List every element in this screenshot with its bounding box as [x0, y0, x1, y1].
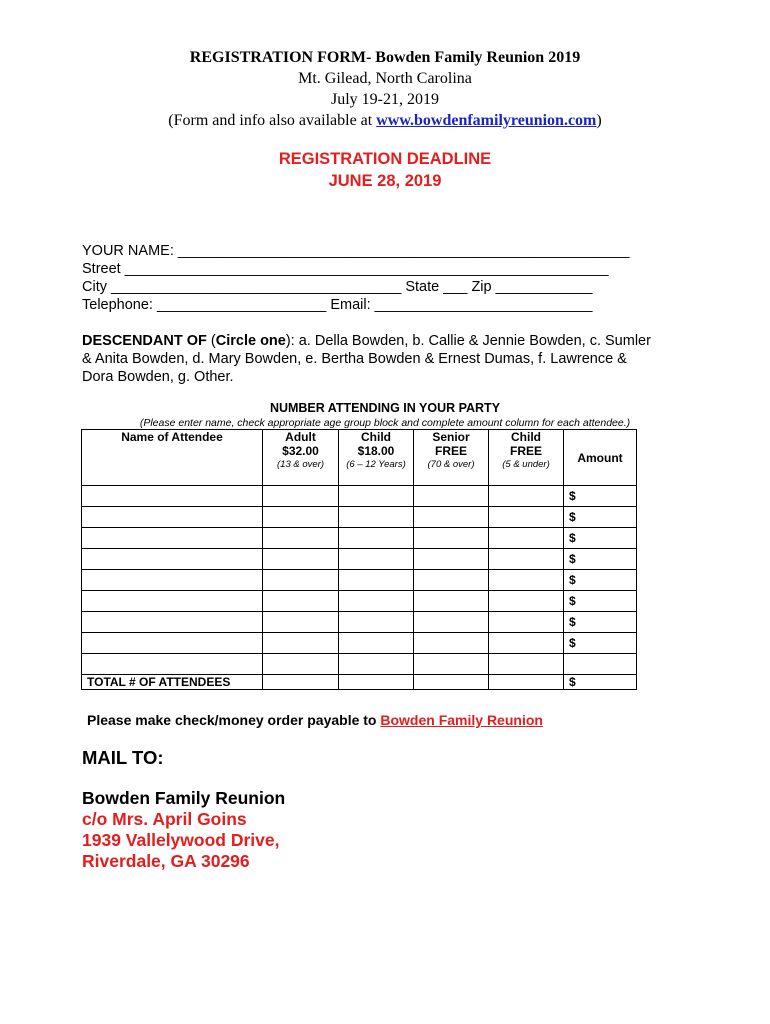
col-child-under-5-age: (5 & under): [502, 459, 550, 470]
child-under-5-check-cell[interactable]: [489, 591, 564, 612]
adult-check-cell[interactable]: [263, 507, 339, 528]
attendee-name-cell[interactable]: [82, 654, 263, 675]
amount-cell[interactable]: $: [564, 633, 637, 654]
total-child-cell[interactable]: [339, 675, 414, 690]
child-under-5-check-cell[interactable]: [489, 549, 564, 570]
table-row: [82, 486, 637, 507]
child-check-cell[interactable]: [339, 486, 414, 507]
col-senior-age: (70 & over): [427, 459, 475, 470]
street-field[interactable]: Street ____________________________________________________________: [82, 261, 609, 277]
child-check-cell[interactable]: [339, 549, 414, 570]
attendee-name-cell[interactable]: [82, 570, 263, 591]
col-child: [339, 430, 414, 486]
circle-one-label: Circle one: [215, 333, 286, 349]
amount-cell[interactable]: $: [564, 528, 637, 549]
attendee-name-cell[interactable]: [82, 612, 263, 633]
table-row: [82, 612, 637, 633]
website-link[interactable]: www.bowdenfamilyreunion.com: [376, 112, 597, 129]
attendee-name-cell[interactable]: [82, 507, 263, 528]
total-adult-cell[interactable]: [263, 675, 339, 690]
deadline-date: JUNE 28, 2019: [328, 172, 442, 190]
attendee-name-cell[interactable]: [82, 528, 263, 549]
col-adult-price: $32.00: [282, 444, 319, 458]
senior-check-cell[interactable]: [414, 633, 489, 654]
info-suffix: ): [596, 112, 602, 129]
col-child-under-5-price: FREE: [509, 444, 542, 458]
attendee-name-cell[interactable]: [82, 549, 263, 570]
total-child-under-5-cell[interactable]: [489, 675, 564, 690]
attendee-name-cell[interactable]: [82, 633, 263, 654]
deadline-label: REGISTRATION DEADLINE: [278, 150, 492, 168]
descendant-label: DESCENDANT OF: [82, 333, 207, 349]
amount-cell[interactable]: $: [564, 612, 637, 633]
attendee-table-header: [82, 430, 637, 486]
mailing-address: [82, 788, 285, 872]
contact-fields: [82, 242, 662, 314]
senior-check-cell[interactable]: [414, 612, 489, 633]
attendee-table: [81, 429, 637, 690]
col-child-label: Child: [361, 430, 391, 444]
address-care-of: c/o Mrs. April Goins: [82, 809, 247, 829]
adult-check-cell[interactable]: [263, 528, 339, 549]
senior-check-cell[interactable]: [414, 549, 489, 570]
event-location: Mt. Gilead, North Carolina: [298, 70, 472, 87]
party-instructions: (Please enter name, check appropriate age group block and complete amount column for each attendee.): [139, 417, 631, 429]
child-under-5-check-cell[interactable]: [489, 507, 564, 528]
adult-check-cell[interactable]: [263, 549, 339, 570]
telephone-email-field[interactable]: Telephone: _____________________ Email: ___________________________: [82, 297, 593, 313]
table-row: [82, 507, 637, 528]
col-senior: [414, 430, 489, 486]
senior-check-cell[interactable]: [414, 528, 489, 549]
amount-cell[interactable]: $: [564, 507, 637, 528]
table-row: [82, 654, 637, 675]
adult-check-cell[interactable]: [263, 633, 339, 654]
attendee-name-cell[interactable]: [82, 591, 263, 612]
form-title: REGISTRATION FORM- Bowden Family Reunion 2019: [189, 49, 581, 66]
child-under-5-check-cell[interactable]: [489, 612, 564, 633]
child-check-cell[interactable]: [339, 570, 414, 591]
adult-check-cell[interactable]: [263, 654, 339, 675]
adult-check-cell[interactable]: [263, 570, 339, 591]
address-city: Riverdale, GA 30296: [82, 851, 250, 871]
info-line: [0, 110, 770, 131]
payee-name: Bowden Family Reunion: [380, 712, 543, 728]
amount-cell[interactable]: $: [564, 591, 637, 612]
address-street: 1939 Vallelywood Drive,: [82, 830, 280, 850]
col-adult-label: Adult: [285, 430, 316, 444]
col-amount: Amount: [564, 430, 637, 486]
col-child-under-5: [489, 430, 564, 486]
adult-check-cell[interactable]: [263, 591, 339, 612]
adult-check-cell[interactable]: [263, 486, 339, 507]
descendant-of: [82, 332, 657, 386]
col-adult: [263, 430, 339, 486]
child-check-cell[interactable]: [339, 612, 414, 633]
table-row: [82, 549, 637, 570]
senior-check-cell[interactable]: [414, 591, 489, 612]
col-senior-label: Senior: [432, 430, 470, 444]
attendee-rows: [82, 486, 637, 675]
col-child-age: (6 – 12 Years): [346, 459, 406, 470]
mail-to-heading: MAIL TO:: [82, 747, 164, 768]
child-check-cell[interactable]: [339, 528, 414, 549]
info-prefix: (Form and info also available at: [168, 112, 377, 129]
child-under-5-check-cell[interactable]: [489, 633, 564, 654]
total-attendees-label: TOTAL # OF ATTENDEES: [82, 675, 263, 690]
child-check-cell[interactable]: [339, 633, 414, 654]
form-header: [0, 47, 770, 131]
table-row: [82, 633, 637, 654]
city-state-zip-field[interactable]: City ____________________________________ State ___ Zip ____________: [82, 279, 593, 295]
table-row: [82, 570, 637, 591]
party-title: NUMBER ATTENDING IN YOUR PARTY: [269, 401, 501, 415]
amount-cell[interactable]: [564, 654, 637, 675]
child-under-5-check-cell[interactable]: [489, 528, 564, 549]
child-check-cell[interactable]: [339, 654, 414, 675]
table-row: [82, 591, 637, 612]
child-under-5-check-cell[interactable]: [489, 486, 564, 507]
descendant-options[interactable]: ): a. Della Bowden, b. Callie & Jennie Bowden, c. Sumler & Anita Bowden, d. Mary Bowden, e. Bertha Bowden & Ernest Dumas, f. Lawrence & Dora Bowden, g. Other.: [82, 333, 651, 385]
total-senior-cell[interactable]: [414, 675, 489, 690]
total-amount-cell[interactable]: $: [564, 675, 637, 690]
child-check-cell[interactable]: [339, 507, 414, 528]
col-name-of-attendee: Name of Attendee: [82, 430, 263, 486]
amount-cell[interactable]: $: [564, 570, 637, 591]
child-under-5-check-cell[interactable]: [489, 654, 564, 675]
senior-check-cell[interactable]: [414, 486, 489, 507]
circle-prefix: (: [206, 333, 216, 349]
attendee-name-cell[interactable]: [82, 486, 263, 507]
adult-check-cell[interactable]: [263, 612, 339, 633]
amount-cell[interactable]: $: [564, 549, 637, 570]
payable-text: Please make check/money order payable to: [87, 712, 381, 728]
event-dates: July 19-21, 2019: [331, 91, 439, 108]
registration-deadline: [0, 148, 770, 192]
address-name: Bowden Family Reunion: [82, 788, 286, 808]
col-senior-price: FREE: [434, 444, 467, 458]
col-child-price: $18.00: [357, 444, 395, 458]
senior-check-cell[interactable]: [414, 507, 489, 528]
col-adult-age: (13 & over): [277, 459, 324, 470]
senior-check-cell[interactable]: [414, 654, 489, 675]
senior-check-cell[interactable]: [414, 570, 489, 591]
your-name-field[interactable]: YOUR NAME: ________________________________________________________: [82, 243, 630, 259]
amount-cell[interactable]: $: [564, 486, 637, 507]
child-check-cell[interactable]: [339, 591, 414, 612]
col-child-under-5-label: Child: [511, 430, 541, 444]
payable-note: [87, 711, 543, 729]
table-row: [82, 528, 637, 549]
child-under-5-check-cell[interactable]: [489, 570, 564, 591]
total-row: [82, 675, 637, 690]
